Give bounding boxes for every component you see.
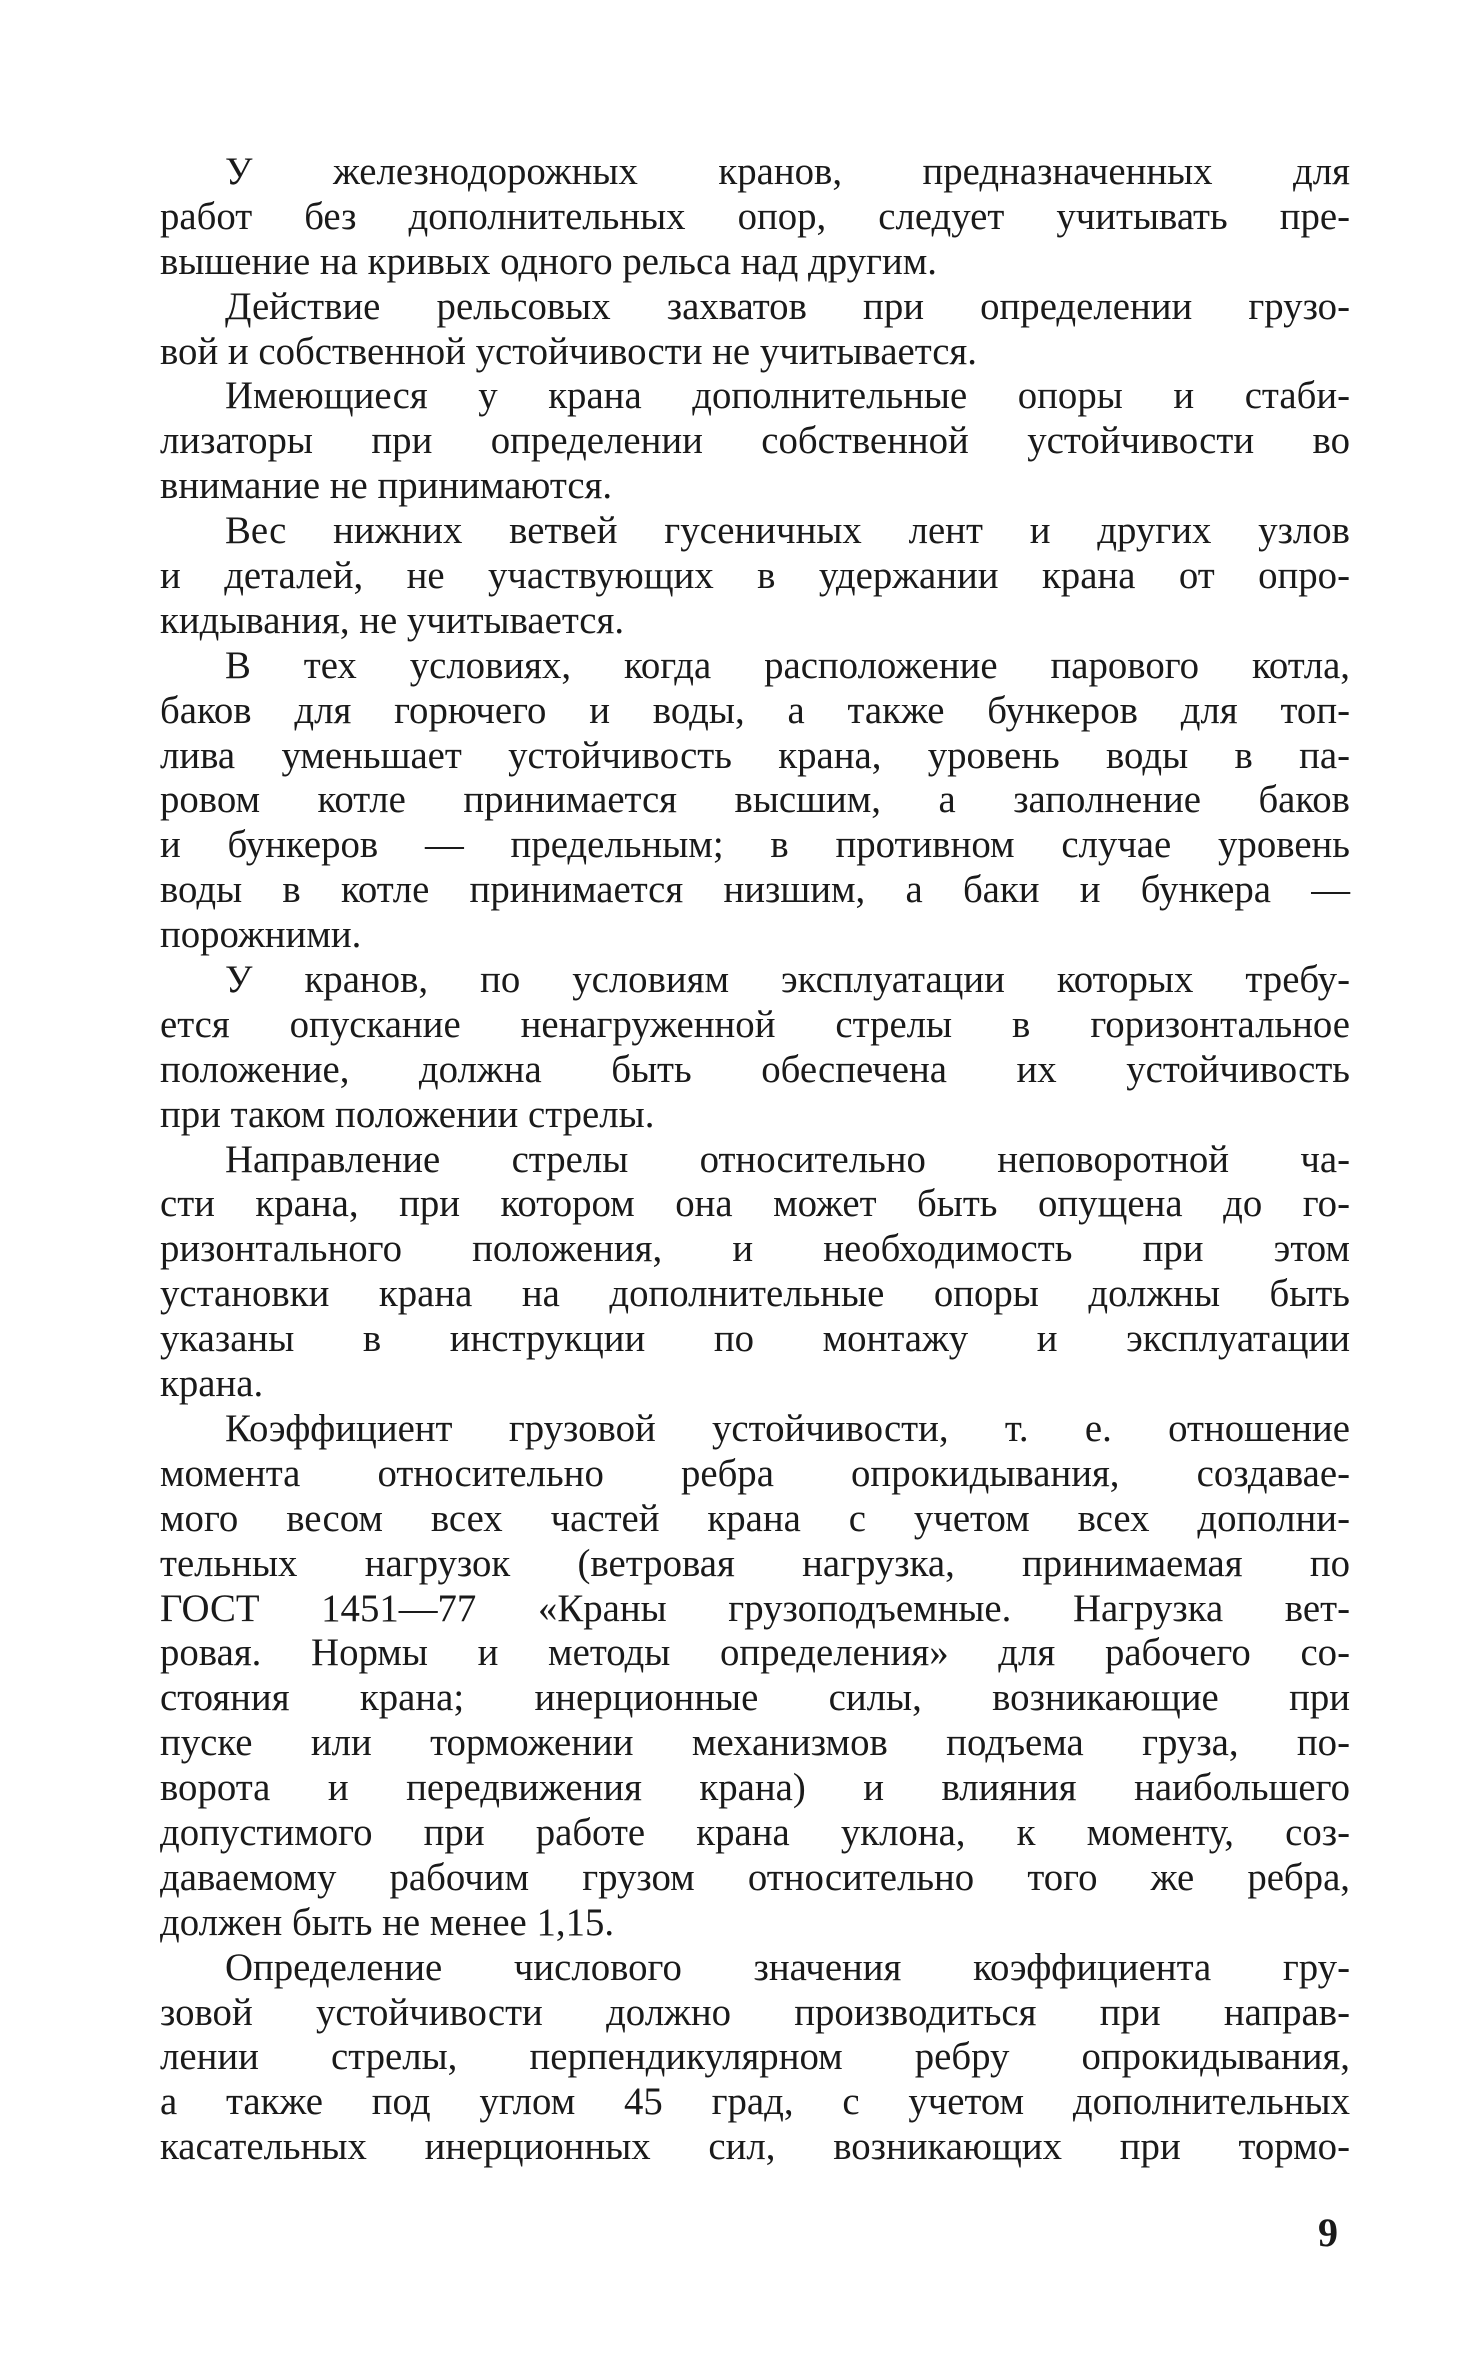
text-line: должен быть не менее 1,15. (160, 1900, 615, 1944)
text-line: лива уменьшает устойчивость крана, уровень воды в па- (160, 733, 1350, 777)
page-number: 9 (1318, 2210, 1338, 2255)
text-line: касательных инерционных сил, возникающих при тормо- (160, 2125, 1350, 2169)
text-line: Направление стрелы относительно неповоротной ча- (225, 1137, 1350, 1181)
text-line: сти крана, при котором она может быть опущена до го- (160, 1182, 1350, 1226)
paragraph (160, 1946, 1350, 2170)
text-line: Вес нижних ветвей гусеничных лент и других узлов (225, 509, 1350, 553)
text-line: вой и собственной устойчивости не учитывается. (160, 329, 977, 373)
text-line: Коэффициент грузовой устойчивости, т. е. отношение (225, 1406, 1350, 1450)
text-line: указаны в инструкции по монтажу и эксплуатации (160, 1317, 1350, 1361)
text-line: даваемому рабочим грузом относительно того же ребра, (160, 1855, 1350, 1899)
text-line: порожними. (160, 913, 362, 957)
text-line: ровом котле принимается высшим, а заполнение баков (160, 778, 1350, 822)
text-line: момента относительно ребра опрокидывания, создавае- (160, 1451, 1350, 1495)
text-line: положение, должна быть обеспечена их устойчивость (160, 1047, 1350, 1091)
text-line: зовой устойчивости должно производиться при направ- (160, 1990, 1350, 2034)
text-line: допустимого при работе крана уклона, к моменту, соз- (160, 1810, 1350, 1854)
text-line: стояния крана; инерционные силы, возникающие при (160, 1676, 1350, 1720)
text-line: Действие рельсовых захватов при определении грузо- (225, 284, 1350, 328)
text-line: и бункеров — предельным; в противном случае уровень (160, 823, 1350, 867)
text-line: и деталей, не участвующих в удержании крана от опро- (160, 554, 1350, 598)
text-line: установки крана на дополнительные опоры должны быть (160, 1272, 1350, 1316)
paragraph (160, 150, 1350, 285)
paragraph (160, 374, 1350, 509)
text-line: воды в котле принимается низшим, а баки и бункера — (160, 868, 1350, 912)
text-line: работ без дополнительных опор, следует учитывать пре- (160, 194, 1350, 238)
text-line: У железнодорожных кранов, предназначенных для (225, 150, 1350, 193)
text-line: внимание не принимаются. (160, 464, 613, 508)
text-line: Определение числового значения коэффициента гру- (225, 1945, 1350, 1989)
paragraph (160, 958, 1350, 1138)
text-line: ется опускание ненагруженной стрелы в горизонтальное (160, 1002, 1350, 1046)
text-line: тельных нагрузок (ветровая нагрузка, принимаемая по (160, 1541, 1350, 1585)
text-line: при таком положении стрелы. (160, 1092, 655, 1136)
text-line: а также под углом 45 град, с учетом дополнительных (160, 2080, 1350, 2124)
paragraph (160, 1138, 1350, 1407)
paragraph (160, 285, 1350, 375)
text-line: вышение на кривых одного рельса над другим. (160, 239, 937, 283)
text-line: крана. (160, 1362, 264, 1406)
text-line: У кранов, по условиям эксплуатации которых требу- (225, 958, 1350, 1002)
text-line: В тех условиях, когда расположение парового котла, (225, 643, 1350, 687)
text-line: баков для горючего и воды, а также бункеров для топ- (160, 688, 1350, 732)
text-line: Имеющиеся у крана дополнительные опоры и стаби- (225, 374, 1350, 418)
text-line: ризонтального положения, и необходимость при этом (160, 1227, 1350, 1271)
text-line: ГОСТ 1451—77 «Краны грузоподъемные. Нагрузка вет- (160, 1586, 1350, 1630)
text-line: лении стрелы, перпендикулярном ребру опрокидывания, (160, 2035, 1350, 2079)
text-line: мого весом всех частей крана с учетом всех дополни- (160, 1496, 1350, 1540)
text-line: лизаторы при определении собственной устойчивости во (160, 419, 1350, 463)
text-line: пуске или торможении механизмов подъема груза, по- (160, 1721, 1350, 1765)
paragraph (160, 509, 1350, 644)
paragraph (160, 1407, 1350, 1946)
page-body (160, 150, 1350, 2170)
text-line: кидывания, не учитывается. (160, 598, 625, 642)
text-line: ворота и передвижения крана) и влияния наибольшего (160, 1766, 1350, 1810)
paragraph (160, 644, 1350, 958)
text-line: ровая. Нормы и методы определения» для рабочего со- (160, 1631, 1350, 1675)
